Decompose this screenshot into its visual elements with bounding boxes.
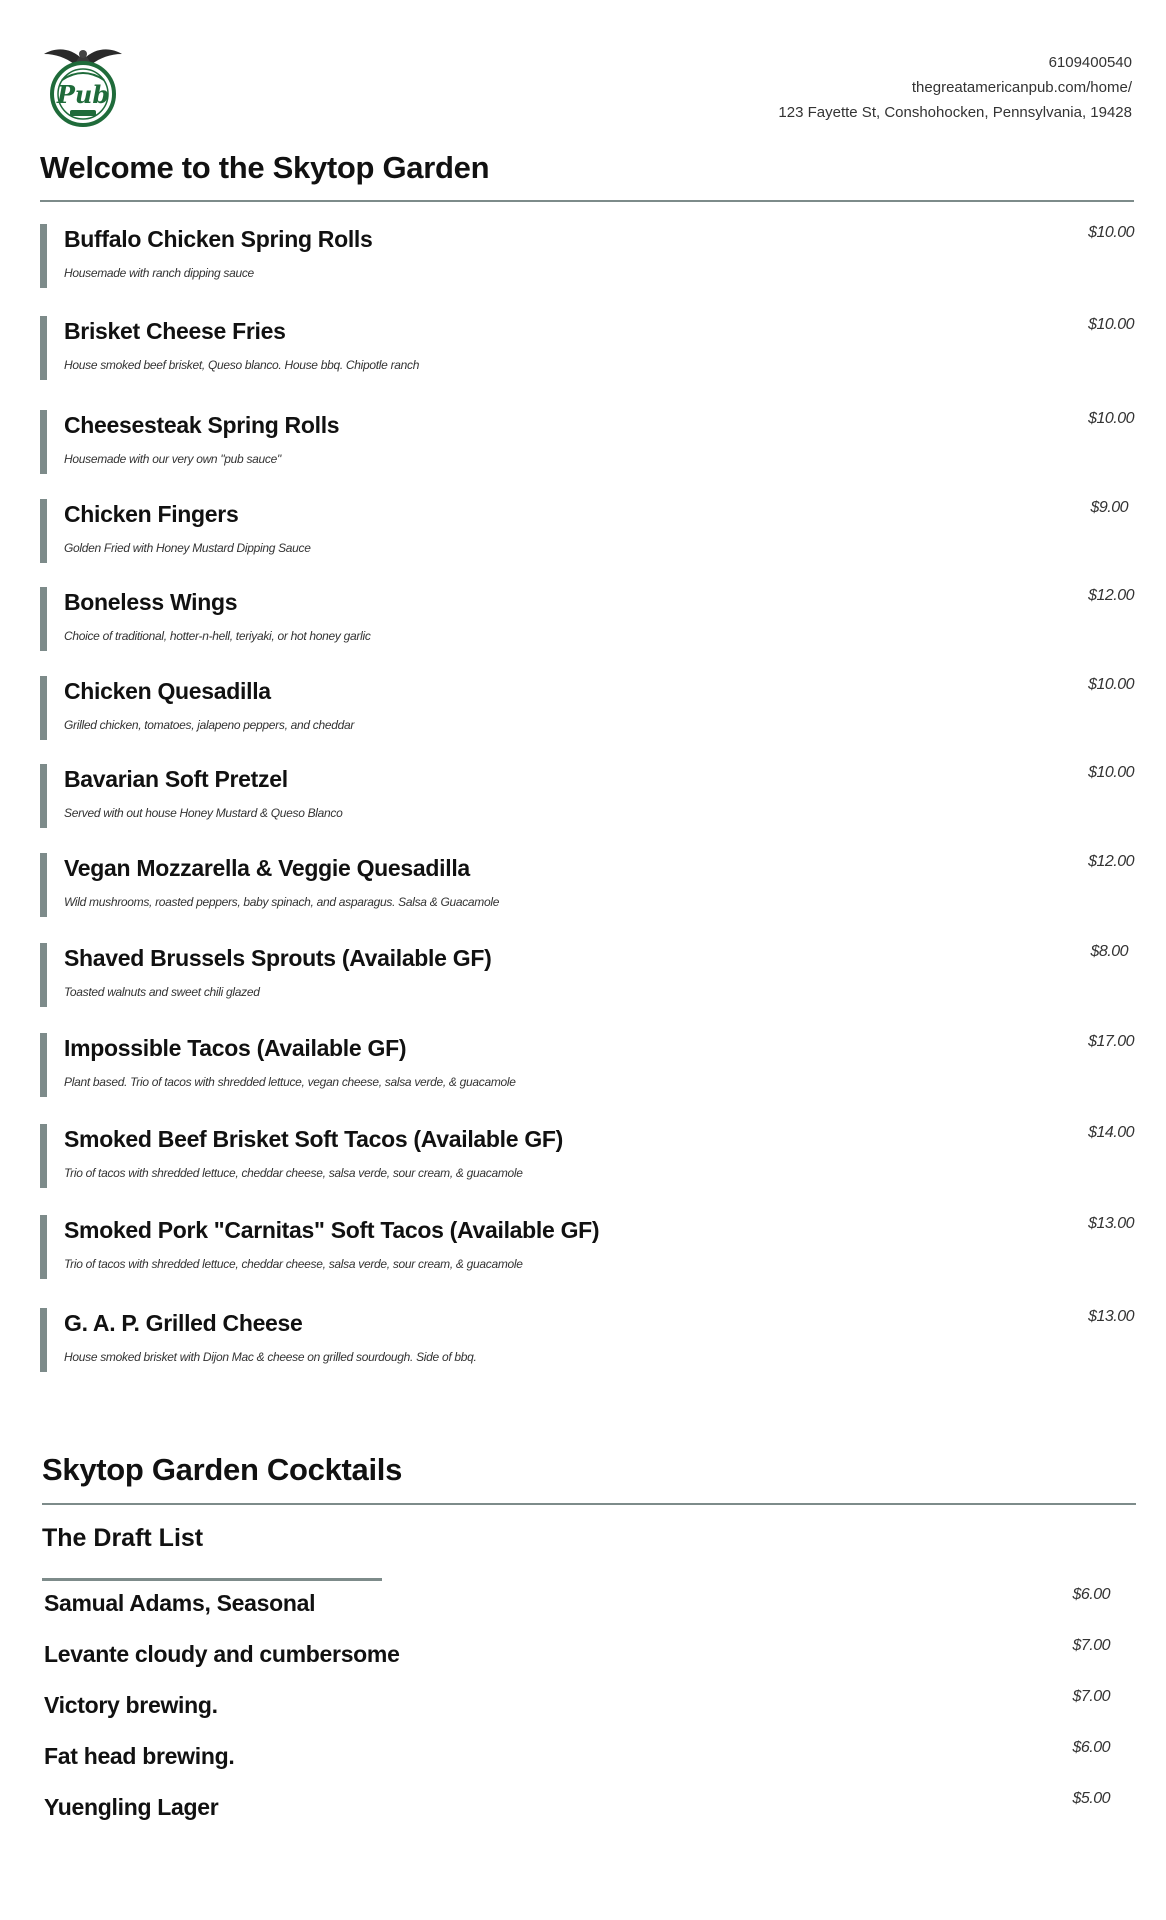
item-accent-bar xyxy=(40,316,47,380)
draft-name: Levante cloudy and cumbersome xyxy=(44,1641,400,1667)
draft-item xyxy=(44,1739,1110,1790)
item-description: Choice of traditional, hotter-n-hell, teriyaki, or hot honey garlic xyxy=(64,629,371,643)
item-description: Wild mushrooms, roasted peppers, baby spinach, and asparagus. Salsa & Guacamole xyxy=(64,895,500,909)
draft-list-divider xyxy=(42,1578,382,1581)
item-description: Toasted walnuts and sweet chili glazed xyxy=(64,985,260,999)
draft-list-title: The Draft List xyxy=(42,1524,204,1552)
item-description: House smoked brisket with Dijon Mac & cheese on grilled sourdough. Side of bbq. xyxy=(64,1350,477,1364)
draft-price: $5.00 xyxy=(1072,1790,1110,1807)
pub-eagle-logo-icon xyxy=(40,40,126,128)
phone-number: 6109400540 xyxy=(1048,54,1132,71)
item-name: Smoked Beef Brisket Soft Tacos (Available GF) xyxy=(64,1126,564,1152)
item-name: Cheesesteak Spring Rolls xyxy=(64,412,340,438)
cocktail-section-divider xyxy=(42,1503,1136,1505)
item-name: Vegan Mozzarella & Veggie Quesadilla xyxy=(64,855,470,881)
draft-list xyxy=(44,1586,1110,1841)
item-accent-bar xyxy=(40,1124,47,1188)
draft-name: Fat head brewing. xyxy=(44,1743,235,1769)
item-accent-bar xyxy=(40,676,47,740)
item-description: Housemade with ranch dipping sauce xyxy=(64,266,254,280)
item-name: Chicken Quesadilla xyxy=(64,678,271,704)
item-accent-bar xyxy=(40,1308,47,1372)
item-accent-bar xyxy=(40,943,47,1007)
item-price: $12.00 xyxy=(1088,587,1134,604)
cocktail-section-title: Skytop Garden Cocktails xyxy=(42,1452,403,1487)
item-price: $10.00 xyxy=(1088,224,1134,241)
menu-item xyxy=(40,1031,1134,1122)
draft-price: $6.00 xyxy=(1072,1586,1110,1603)
item-price: $10.00 xyxy=(1088,764,1134,781)
item-accent-bar xyxy=(40,1033,47,1097)
draft-price: $7.00 xyxy=(1072,1688,1110,1705)
item-accent-bar xyxy=(40,1215,47,1279)
item-accent-bar xyxy=(40,499,47,563)
item-price: $9.00 xyxy=(1090,499,1128,516)
item-description: Housemade with our very own "pub sauce" xyxy=(64,452,281,466)
item-price: $10.00 xyxy=(1088,676,1134,693)
menu-item xyxy=(40,497,1134,585)
draft-item xyxy=(44,1790,1110,1841)
item-description: Golden Fried with Honey Mustard Dipping Sauce xyxy=(64,541,311,555)
item-name: G. A. P. Grilled Cheese xyxy=(64,1310,303,1336)
item-description: Grilled chicken, tomatoes, jalapeno peppers, and cheddar xyxy=(64,718,355,732)
item-price: $13.00 xyxy=(1088,1308,1134,1325)
draft-item xyxy=(44,1688,1110,1739)
menu-item xyxy=(40,222,1134,314)
item-price: $13.00 xyxy=(1088,1215,1134,1232)
draft-item xyxy=(44,1637,1110,1688)
item-name: Chicken Fingers xyxy=(64,501,239,527)
menu-item xyxy=(40,585,1134,674)
food-section-title: Welcome to the Skytop Garden xyxy=(40,150,490,185)
item-name: Smoked Pork "Carnitas" Soft Tacos (Available GF) xyxy=(64,1217,600,1243)
draft-name: Yuengling Lager xyxy=(44,1794,219,1820)
item-description: House smoked beef brisket, Queso blanco. House bbq. Chipotle ranch xyxy=(64,358,420,372)
website-link[interactable]: thegreatamericanpub.com/home/ xyxy=(911,79,1132,96)
item-price: $8.00 xyxy=(1090,943,1128,960)
item-name: Impossible Tacos (Available GF) xyxy=(64,1035,407,1061)
item-name: Bavarian Soft Pretzel xyxy=(64,766,288,792)
item-name: Shaved Brussels Sprouts (Available GF) xyxy=(64,945,492,971)
menu-item xyxy=(40,941,1134,1031)
menu-item xyxy=(40,674,1134,762)
item-accent-bar xyxy=(40,587,47,651)
menu-item xyxy=(40,1213,1134,1306)
menu-item xyxy=(40,1122,1134,1213)
food-menu-list xyxy=(40,222,1134,1398)
item-price: $14.00 xyxy=(1088,1124,1134,1141)
item-name: Brisket Cheese Fries xyxy=(64,318,286,344)
draft-item xyxy=(44,1586,1110,1637)
item-description: Plant based. Trio of tacos with shredded lettuce, vegan cheese, salsa verde, & guacamole xyxy=(64,1075,516,1089)
item-description: Served with out house Honey Mustard & Queso Blanco xyxy=(64,806,343,820)
address: 123 Fayette St, Conshohocken, Pennsylvania, 19428 xyxy=(778,104,1132,121)
food-section-divider xyxy=(40,200,1134,202)
draft-name: Samual Adams, Seasonal xyxy=(44,1590,316,1616)
item-price: $12.00 xyxy=(1088,853,1134,870)
item-accent-bar xyxy=(40,764,47,828)
draft-price: $7.00 xyxy=(1072,1637,1110,1654)
draft-name: Victory brewing. xyxy=(44,1692,218,1718)
item-accent-bar xyxy=(40,410,47,474)
item-price: $10.00 xyxy=(1088,410,1134,427)
item-accent-bar xyxy=(40,853,47,917)
menu-item xyxy=(40,762,1134,851)
menu-item xyxy=(40,408,1134,497)
item-description: Trio of tacos with shredded lettuce, cheddar cheese, salsa verde, sour cream, & guacamole xyxy=(64,1257,523,1271)
contact-info xyxy=(778,50,1132,125)
menu-item xyxy=(40,314,1134,408)
item-accent-bar xyxy=(40,224,47,288)
draft-price: $6.00 xyxy=(1072,1739,1110,1756)
menu-item xyxy=(40,1306,1134,1398)
item-description: Trio of tacos with shredded lettuce, cheddar cheese, salsa verde, sour cream, & guacamole xyxy=(64,1166,523,1180)
menu-item xyxy=(40,851,1134,941)
svg-text:Pub: Pub xyxy=(56,80,110,109)
item-name: Buffalo Chicken Spring Rolls xyxy=(64,226,373,252)
item-price: $10.00 xyxy=(1088,316,1134,333)
item-name: Boneless Wings xyxy=(64,589,238,615)
item-price: $17.00 xyxy=(1088,1033,1134,1050)
